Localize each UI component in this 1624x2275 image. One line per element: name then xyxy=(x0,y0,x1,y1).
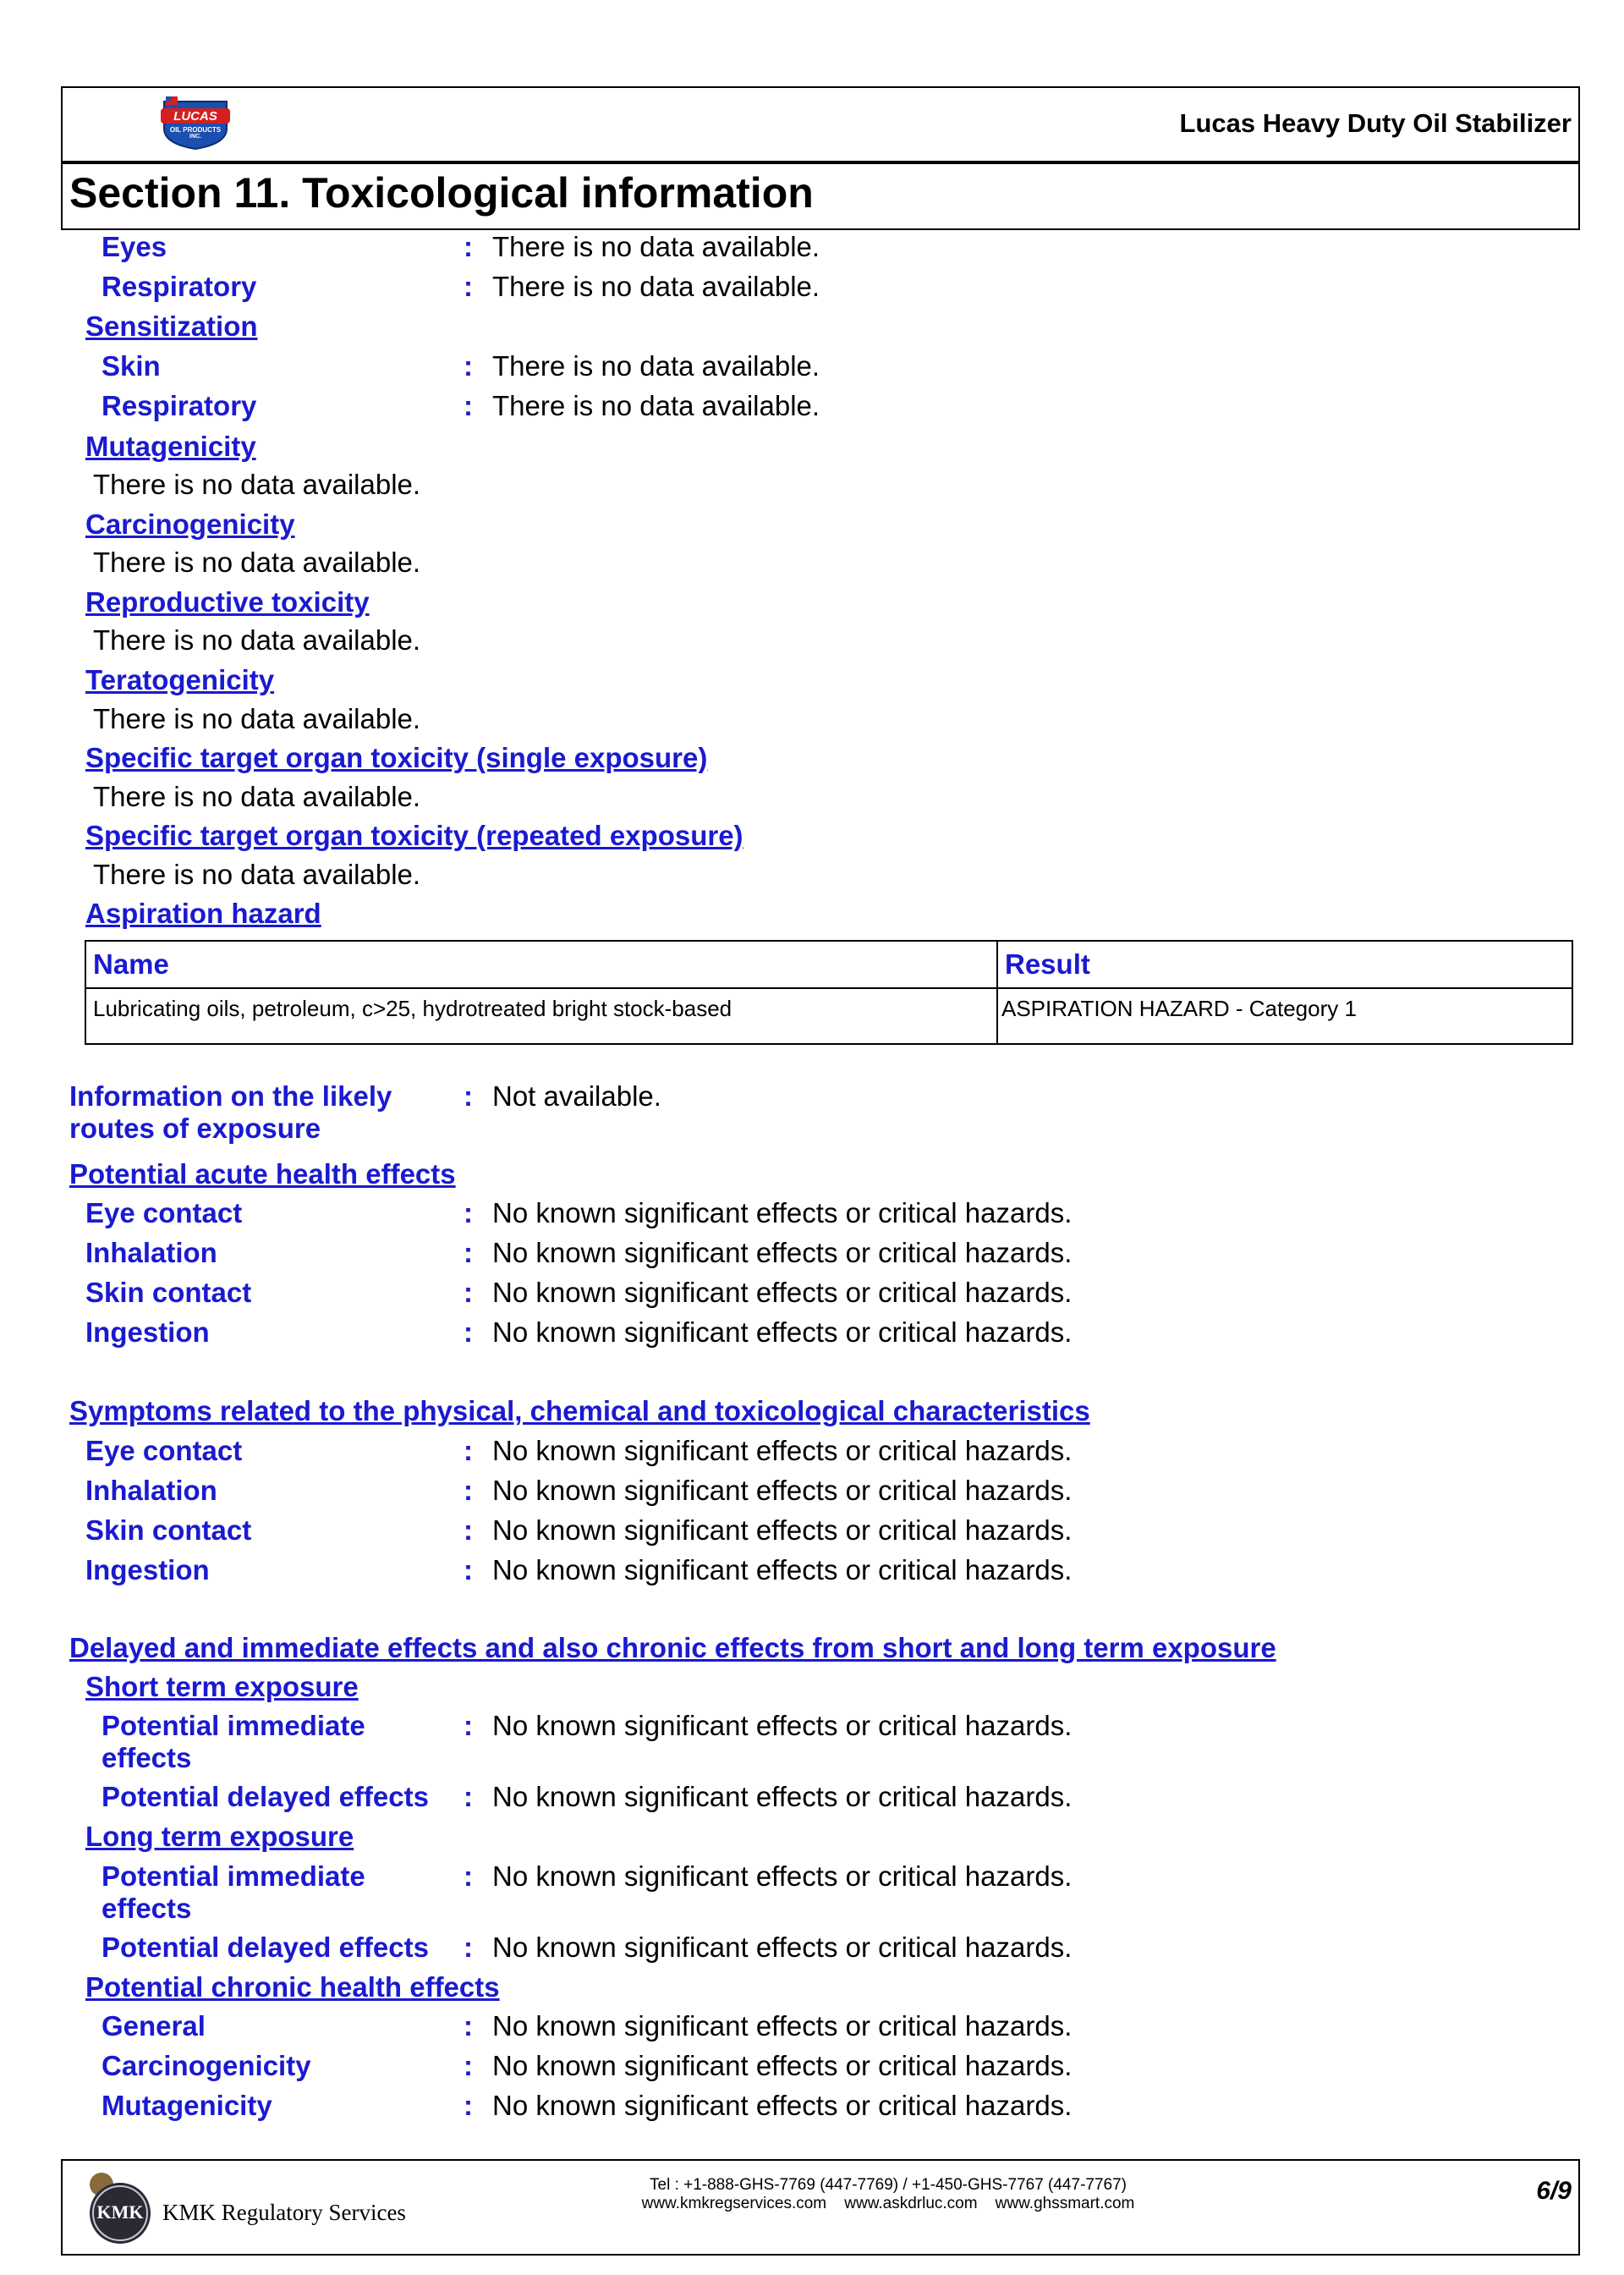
colon: : xyxy=(464,1080,473,1112)
label-long-delayed: Potential delayed effects xyxy=(102,1932,429,1963)
column-header-name: Name xyxy=(85,941,997,988)
label-chronic-carcinogenicity: Carcinogenicity xyxy=(102,2050,311,2081)
colon: : xyxy=(464,1435,473,1466)
lucas-logo xyxy=(157,95,233,151)
heading-short-term-exposure: Short term exposure xyxy=(85,1671,359,1702)
value-symptoms-skin-contact: No known significant effects or critical hazards. xyxy=(492,1514,1073,1546)
colon: : xyxy=(464,1316,473,1348)
label-respiratory: Respiratory xyxy=(102,271,257,302)
heading-carcinogenicity: Carcinogenicity xyxy=(85,508,295,540)
value-respiratory: There is no data available. xyxy=(492,271,820,302)
value-acute-eye-contact: No known significant effects or critical hazards. xyxy=(492,1197,1073,1228)
colon: : xyxy=(464,1554,473,1585)
heading-stot-repeated: Specific target organ toxicity (repeated exposure) xyxy=(85,820,743,851)
colon: : xyxy=(464,1237,473,1268)
kmk-logo-letters: KMK xyxy=(96,2201,144,2223)
value-short-immediate: No known significant effects or critical hazards. xyxy=(492,1710,1073,1741)
section-title: Section 11. Toxicological information xyxy=(69,169,814,217)
heading-chronic-health-effects: Potential chronic health effects xyxy=(85,1971,500,2003)
label-chronic-mutagenicity: Mutagenicity xyxy=(102,2090,272,2121)
value-long-delayed: No known significant effects or critical hazards. xyxy=(492,1932,1073,1963)
label-chronic-general: General xyxy=(102,2010,206,2041)
colon: : xyxy=(464,271,473,302)
colon: : xyxy=(464,350,473,382)
label-eyes: Eyes xyxy=(102,231,167,262)
label-skin: Skin xyxy=(102,350,161,382)
label-acute-ingestion: Ingestion xyxy=(85,1316,210,1348)
text-stot-repeated: There is no data available. xyxy=(93,859,421,890)
label-symptoms-inhalation: Inhalation xyxy=(85,1475,217,1506)
value-skin: There is no data available. xyxy=(492,350,820,382)
colon: : xyxy=(464,2050,473,2081)
label-short-delayed: Potential delayed effects xyxy=(102,1781,429,1812)
label-short-immediate: Potential immediate effects xyxy=(102,1710,365,1773)
value-acute-skin-contact: No known significant effects or critical hazards. xyxy=(492,1277,1073,1308)
text-teratogenicity: There is no data available. xyxy=(93,703,421,734)
kmk-logo xyxy=(83,2169,156,2245)
heading-acute-health-effects: Potential acute health effects xyxy=(69,1158,456,1190)
text-reproductive-toxicity: There is no data available. xyxy=(93,624,421,656)
label-routes-of-exposure: Information on the likely routes of exposure xyxy=(69,1080,392,1144)
value-short-delayed: No known significant effects or critical hazards. xyxy=(492,1781,1073,1812)
column-header-result: Result xyxy=(997,941,1572,988)
colon: : xyxy=(464,1932,473,1963)
value-respiratory-sens: There is no data available. xyxy=(492,390,820,421)
label-symptoms-ingestion: Ingestion xyxy=(85,1554,210,1585)
label-symptoms-eye-contact: Eye contact xyxy=(85,1435,243,1466)
colon: : xyxy=(464,1197,473,1228)
colon: : xyxy=(464,1710,473,1741)
label-symptoms-skin-contact: Skin contact xyxy=(85,1514,252,1546)
colon: : xyxy=(464,1781,473,1812)
table-row xyxy=(85,988,1572,1044)
colon: : xyxy=(464,1475,473,1506)
value-eyes: There is no data available. xyxy=(492,231,820,262)
text-carcinogenicity: There is no data available. xyxy=(93,547,421,578)
value-acute-ingestion: No known significant effects or critical hazards. xyxy=(492,1316,1073,1348)
page-number: 6/9 xyxy=(1536,2177,1572,2205)
label-long-immediate: Potential immediate effects xyxy=(102,1860,365,1924)
footer-websites: www.kmkregservices.com www.askdrluc.com www.ghssmart.com xyxy=(641,2195,1135,2212)
colon: : xyxy=(464,1860,473,1892)
logo-text-oil-products: OIL PRODUCTS xyxy=(169,126,222,134)
heading-reproductive-toxicity: Reproductive toxicity xyxy=(85,586,370,618)
label-acute-skin-contact: Skin contact xyxy=(85,1277,252,1308)
product-name: Lucas Heavy Duty Oil Stabilizer xyxy=(1179,108,1572,138)
colon: : xyxy=(464,390,473,421)
text-stot-single: There is no data available. xyxy=(93,781,421,812)
value-symptoms-ingestion: No known significant effects or critical hazards. xyxy=(492,1554,1073,1585)
value-symptoms-inhalation: No known significant effects or critical hazards. xyxy=(492,1475,1073,1506)
heading-delayed-immediate: Delayed and immediate effects and also chronic effects from short and long term exposure xyxy=(69,1632,1276,1663)
colon: : xyxy=(464,2010,473,2041)
value-chronic-carcinogenicity: No known significant effects or critical hazards. xyxy=(492,2050,1073,2081)
value-routes-of-exposure: Not available. xyxy=(492,1080,661,1112)
cell-name: Lubricating oils, petroleum, c>25, hydrotreated bright stock-based xyxy=(85,988,997,1044)
heading-teratogenicity: Teratogenicity xyxy=(85,664,275,695)
heading-aspiration-hazard: Aspiration hazard xyxy=(85,898,321,929)
heading-sensitization: Sensitization xyxy=(85,310,258,342)
value-chronic-general: No known significant effects or critical hazards. xyxy=(492,2010,1073,2041)
heading-stot-single: Specific target organ toxicity (single exposure) xyxy=(85,742,708,773)
footer-company: KMK Regulatory Services xyxy=(162,2200,406,2225)
colon: : xyxy=(464,231,473,262)
aspiration-table xyxy=(85,940,1573,1045)
colon: : xyxy=(464,1514,473,1546)
table-header-row xyxy=(85,941,1572,988)
value-acute-inhalation: No known significant effects or critical hazards. xyxy=(492,1237,1073,1268)
heading-symptoms: Symptoms related to the physical, chemical and toxicological characteristics xyxy=(69,1395,1090,1426)
label-acute-inhalation: Inhalation xyxy=(85,1237,217,1268)
value-long-immediate: No known significant effects or critical hazards. xyxy=(492,1860,1073,1892)
footer-tel: Tel : +1-888-GHS-7769 (447-7769) / +1-450-GHS-7767 (447-7767) xyxy=(650,2176,1127,2194)
logo-text-inc: INC. xyxy=(189,134,201,140)
colon: : xyxy=(464,2090,473,2121)
value-symptoms-eye-contact: No known significant effects or critical hazards. xyxy=(492,1435,1073,1466)
label-respiratory-sens: Respiratory xyxy=(102,390,257,421)
heading-long-term-exposure: Long term exposure xyxy=(85,1821,354,1852)
value-chronic-mutagenicity: No known significant effects or critical hazards. xyxy=(492,2090,1073,2121)
heading-mutagenicity: Mutagenicity xyxy=(85,431,256,462)
colon: : xyxy=(464,1277,473,1308)
logo-text-lucas: LUCAS xyxy=(173,109,217,124)
cell-result: ASPIRATION HAZARD - Category 1 xyxy=(997,988,1572,1044)
text-mutagenicity: There is no data available. xyxy=(93,469,421,500)
label-acute-eye-contact: Eye contact xyxy=(85,1197,243,1228)
